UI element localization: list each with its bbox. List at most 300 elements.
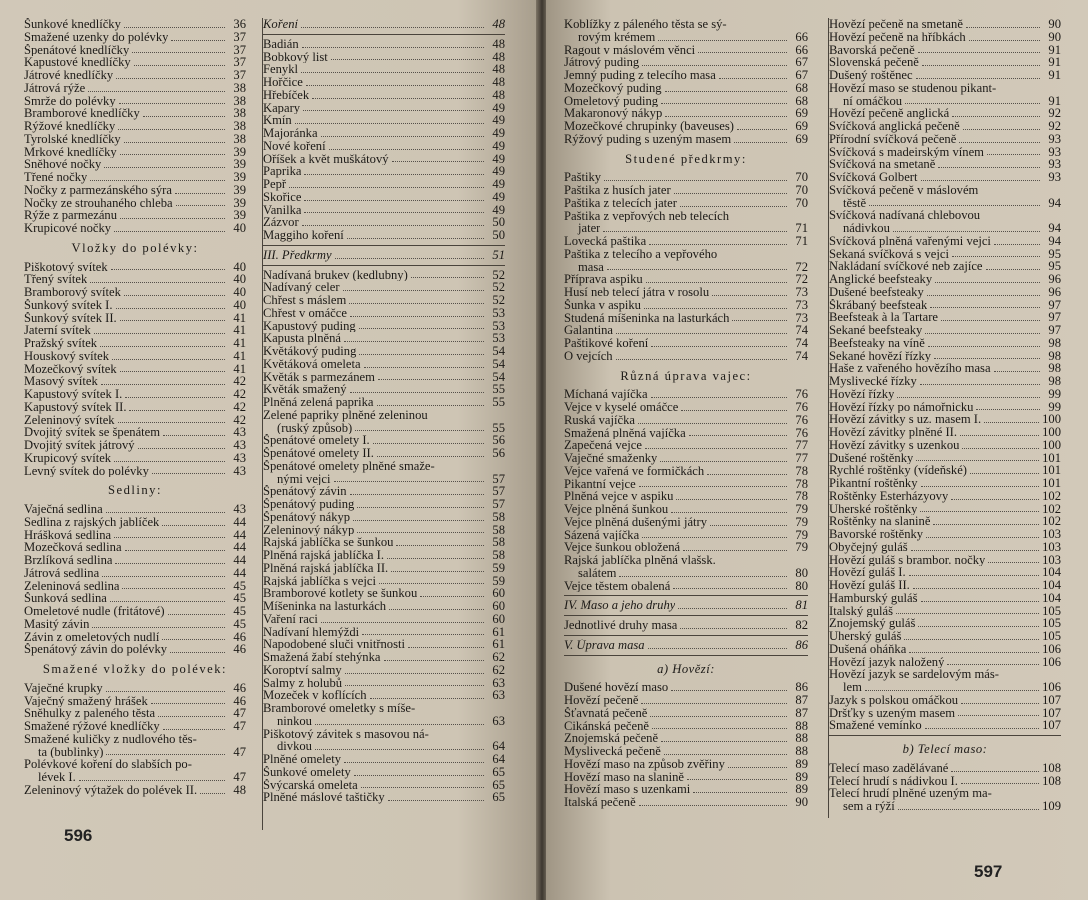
entry-title: Špenátový závin: [263, 485, 347, 498]
page-ref: 99: [1048, 386, 1061, 401]
dot-leader: [869, 205, 1040, 206]
dot-leader: [909, 575, 1040, 576]
entry-title: Italský guláš: [829, 604, 894, 618]
page-ref: 60: [492, 599, 505, 613]
dot-leader: [689, 435, 787, 436]
index-entry: [24, 414, 246, 427]
dot-leader: [106, 754, 225, 755]
index-entry: [24, 133, 246, 146]
dot-leader: [988, 562, 1039, 563]
page-ref: 47: [233, 719, 246, 733]
index-entry: [829, 528, 1061, 541]
index-entry: [564, 619, 808, 632]
entry-title: Dušené beefsteaky: [829, 285, 924, 299]
index-entry: [564, 427, 808, 440]
index-entry: [829, 375, 1061, 388]
dot-leader: [301, 72, 484, 73]
index-entry: [829, 69, 1061, 82]
entry-title: Špenátový závin do polévky: [24, 643, 168, 656]
index-entry: [24, 222, 246, 235]
entry-title: Plněná zelená paprika: [263, 396, 374, 409]
dot-leader: [680, 206, 787, 207]
entry-title: Krupicové nočky: [24, 222, 112, 235]
index-entry: [564, 490, 808, 503]
page-ref: 98: [1048, 361, 1061, 376]
page-ref: 88: [795, 718, 808, 733]
section-heading: Sedliny:: [108, 483, 162, 498]
page-ref: 105: [1042, 603, 1061, 618]
index-entry: [564, 503, 808, 516]
entry-title: Špenátové omelety II.: [263, 447, 374, 460]
dot-leader: [638, 423, 787, 424]
index-entry: [829, 184, 1061, 210]
entry-title: Paštika z telecích jater: [564, 196, 677, 210]
entry-title: Mozečkový puding: [564, 81, 662, 95]
index-entry: [263, 89, 505, 102]
page-ref: 41: [233, 348, 246, 363]
entry-title: Hamburský guláš: [829, 591, 918, 605]
page-ref: 37: [233, 55, 246, 70]
entry-title: Přírodní svíčková pečeně: [829, 132, 957, 146]
index-entry: [24, 120, 246, 133]
dot-leader: [710, 525, 787, 526]
index-entry: [24, 56, 246, 69]
page-ref: 55: [492, 382, 505, 397]
entry-title: Zázvor: [263, 216, 299, 229]
page-ref: 55: [492, 395, 505, 409]
page-ref: 93: [1048, 144, 1061, 159]
entry-title: Květák s parmezánem: [263, 370, 375, 384]
entry-title: Vaření raci: [263, 612, 318, 626]
entry-title: Závin z omeletových nudlí: [24, 630, 160, 644]
index-entry: [829, 775, 1061, 788]
index-entry: [829, 120, 1061, 133]
page-ref: 51: [492, 247, 505, 262]
index-entry: [263, 165, 505, 178]
page-ref: 49: [492, 177, 505, 191]
dot-leader: [661, 741, 787, 742]
index-entry: [263, 536, 505, 549]
chapter-entry: [564, 599, 808, 612]
dot-leader: [921, 180, 1041, 181]
index-entry: [564, 796, 808, 809]
dot-leader: [951, 499, 1039, 500]
entry-title: Hovězí maso na slanině: [564, 770, 684, 784]
page-ref: 46: [233, 680, 246, 695]
entry-title: Špenátový puding: [263, 498, 355, 511]
section-divider: [564, 635, 808, 636]
page-ref: 44: [233, 527, 246, 542]
entry-title: Lovecká paštika: [564, 235, 647, 248]
index-entry: [564, 324, 808, 337]
index-entry: [829, 515, 1061, 528]
index-entry: [24, 171, 246, 184]
page-ref: 88: [795, 744, 808, 758]
page-ref: 100: [1042, 425, 1061, 439]
entry-title: Rýže z parmezánu: [24, 209, 118, 222]
index-entry: [24, 567, 246, 580]
page-ref: 65: [492, 764, 505, 779]
dot-leader: [909, 652, 1039, 653]
page-ref: 37: [233, 68, 246, 82]
entry-title-continued: masa: [578, 260, 604, 274]
index-entry: [24, 439, 246, 452]
entry-title: Rýžový puding s uzeným masem: [564, 132, 732, 146]
page-ref: 58: [492, 509, 505, 524]
dot-leader: [969, 40, 1040, 41]
page-ref: 73: [795, 297, 808, 312]
dot-leader: [728, 767, 787, 768]
entry-title: Jazyk s polskou omáčkou: [829, 693, 959, 707]
entry-title: Hovězí pečeně na hříbkách: [829, 30, 966, 44]
index-entry: [24, 605, 246, 618]
page-ref: 45: [233, 578, 246, 593]
page-ref: 79: [795, 540, 808, 555]
entry-title: Smažená plněná vajíčka: [564, 426, 686, 440]
page-ref: 46: [233, 642, 246, 657]
dot-leader: [961, 703, 1039, 704]
entry-title: Mrkové knedlíčky: [24, 145, 117, 159]
dot-leader: [665, 116, 787, 117]
dot-leader: [104, 167, 225, 168]
entry-title: Špenátové omelety I.: [263, 434, 370, 447]
entry-title: Haše z vařeného hovězího masa: [829, 362, 991, 375]
entry-title: Hrášková sedlina: [24, 528, 112, 542]
entry-title-continued: těstě: [843, 196, 867, 210]
dot-leader: [162, 639, 225, 640]
index-entry: [263, 114, 505, 127]
index-entry: [829, 146, 1061, 159]
dot-leader: [151, 703, 225, 704]
dot-leader: [92, 627, 225, 628]
dot-leader: [930, 307, 1040, 308]
page-number-left: 596: [64, 826, 93, 845]
index-entry: [829, 477, 1061, 490]
entry-title: Masitý závin: [24, 617, 90, 631]
page-ref: 49: [492, 164, 505, 179]
dot-leader: [200, 793, 225, 794]
page-ref: 108: [1042, 760, 1061, 775]
entry-title: Hovězí závitky s uz. masem I.: [829, 413, 982, 426]
dot-leader: [411, 277, 484, 278]
entry-title: Myslivecká pečeně: [564, 745, 661, 758]
dot-leader: [389, 609, 484, 610]
page-ref: 95: [1048, 259, 1061, 274]
dot-leader: [922, 65, 1040, 66]
index-entry: [263, 38, 505, 51]
dot-leader: [175, 193, 225, 194]
page-ref: 74: [795, 348, 808, 363]
index-column-4: [828, 18, 1061, 818]
index-entry: [24, 503, 246, 516]
dot-leader: [652, 728, 787, 729]
dot-leader: [304, 212, 484, 213]
entry-title: Vanilka: [263, 203, 302, 217]
page-ref: 103: [1042, 527, 1061, 541]
dot-leader: [158, 716, 225, 717]
index-entry: [263, 791, 505, 804]
dot-leader: [114, 461, 225, 462]
page-ref: 39: [233, 170, 246, 184]
page-ref: 80: [795, 578, 808, 593]
page-ref: 56: [492, 433, 505, 448]
page-ref: 49: [492, 202, 505, 217]
index-entry: [263, 76, 505, 89]
dot-leader: [952, 256, 1040, 257]
index-entry: [829, 18, 1061, 31]
entry-title: O vejcích: [564, 349, 613, 363]
dot-leader: [603, 231, 787, 232]
entry-title: Nadívaní hlemýždi: [263, 625, 360, 639]
index-entry: [24, 516, 246, 529]
dot-leader: [678, 608, 787, 609]
entry-title: Roštěnky na slanině: [829, 515, 931, 528]
index-entry: [263, 613, 505, 626]
dot-leader: [321, 136, 484, 137]
left-page: [0, 0, 538, 900]
page-ref: 42: [233, 412, 246, 427]
page-ref: 101: [1042, 463, 1061, 478]
index-entry: [263, 269, 505, 282]
entry-title: Majoránka: [263, 127, 318, 140]
dot-leader: [896, 613, 1039, 614]
dot-leader: [650, 716, 787, 717]
dot-leader: [970, 473, 1039, 474]
page-ref: 59: [492, 573, 505, 588]
index-entry: [829, 787, 1061, 813]
dot-leader: [106, 691, 225, 692]
dot-leader: [101, 384, 225, 385]
entry-title: Kapustové knedlíčky: [24, 56, 131, 69]
index-entry: [564, 210, 808, 236]
dot-leader: [658, 40, 787, 41]
entry-title: Dvojitý svítek se špenátem: [24, 426, 161, 439]
entry-title: Nadívaný celer: [263, 281, 340, 294]
entry-title: Příprava aspiku: [564, 273, 643, 286]
page-ref: 46: [233, 693, 246, 708]
page-ref: 99: [1048, 399, 1061, 414]
entry-title: Bramborový svítek: [24, 286, 121, 299]
page-ref: 79: [795, 502, 808, 516]
page-ref: 66: [795, 42, 808, 57]
index-entry: [263, 383, 505, 396]
index-entry: [564, 235, 808, 248]
index-entry: [829, 413, 1061, 426]
entry-title: Hovězí jazyk naložený: [829, 655, 945, 669]
page-ref: 106: [1042, 680, 1061, 694]
dot-leader: [116, 78, 225, 79]
entry-title: Zelené papriky plněné zeleninou: [263, 408, 428, 422]
entry-title: Skořice: [263, 190, 302, 204]
index-entry: [564, 707, 808, 720]
entry-title: Roštěnky Esterházyovy: [829, 489, 949, 503]
index-entry: [263, 753, 505, 766]
entry-title: Napodobené sluči vnitřnosti: [263, 638, 406, 651]
index-entry: [24, 209, 246, 222]
page-ref: 78: [795, 463, 808, 478]
page-ref: 92: [1048, 119, 1061, 133]
index-entry: [564, 554, 808, 580]
chapter-title: V. Úprava masa: [564, 638, 645, 652]
index-entry: [263, 281, 505, 294]
dot-leader: [353, 520, 484, 521]
entry-title: Piškotový svítek: [24, 260, 108, 274]
index-entry: [263, 216, 505, 229]
dot-leader: [120, 320, 225, 321]
dot-leader: [370, 698, 484, 699]
entry-title: Játrové knedlíčky: [24, 69, 114, 82]
dot-leader: [321, 622, 484, 623]
dot-leader: [918, 52, 1040, 53]
entry-title: Pikantní roštěnky: [829, 477, 918, 490]
dot-leader: [927, 295, 1040, 296]
page-ref: 45: [233, 604, 246, 618]
dot-leader: [420, 596, 484, 597]
dot-leader: [343, 290, 484, 291]
chapter-title: IV. Maso a jeho druhy: [564, 599, 676, 612]
dot-leader: [110, 601, 225, 602]
index-entry: [24, 580, 246, 593]
index-entry: [263, 371, 505, 384]
entry-title: Nakládaní svíčkové neb zajíce: [829, 260, 983, 273]
index-entry: [24, 158, 246, 171]
page-ref: 44: [233, 540, 246, 555]
index-column-1: [24, 18, 246, 797]
entry-title: Sněhové nočky: [24, 158, 102, 171]
dot-leader: [644, 308, 787, 309]
dot-leader: [362, 634, 484, 635]
entry-title: Rajská jablíčka s vejci: [263, 574, 376, 588]
page-ref: 71: [795, 221, 808, 236]
index-entry: [564, 120, 808, 133]
section-heading: Různá úprava vajec:: [620, 368, 752, 383]
page-ref: 38: [233, 93, 246, 108]
dot-leader: [671, 690, 787, 691]
page-ref: 81: [795, 598, 808, 613]
dot-leader: [911, 550, 1039, 551]
entry-continuation: [263, 740, 505, 753]
dot-leader: [134, 65, 225, 66]
entry-continuation: [829, 197, 1061, 210]
page-ref: 101: [1042, 476, 1061, 490]
page-ref: 69: [795, 106, 808, 121]
entry-title-continued: salátem: [578, 566, 617, 580]
entry-title: Badián: [263, 37, 299, 51]
page-ref: 41: [233, 310, 246, 325]
index-entry: [263, 651, 505, 664]
index-entry: [829, 617, 1061, 630]
dot-leader: [966, 27, 1040, 28]
entry-title: Sekané beefsteaky: [829, 324, 923, 337]
page-ref: 72: [795, 259, 808, 274]
index-entry: [829, 311, 1061, 324]
page-ref: 61: [492, 624, 505, 639]
page-ref: 43: [233, 502, 246, 516]
entry-continuation: [24, 771, 246, 784]
entry-title: Vejce šunkou obložená: [564, 541, 681, 554]
entry-title: Kapustový svítek II.: [24, 400, 127, 414]
index-entry: [24, 758, 246, 784]
index-entry: [564, 388, 808, 401]
index-entry: [24, 261, 246, 274]
dot-leader: [607, 269, 787, 270]
page-ref: 104: [1042, 578, 1061, 592]
page-ref: 69: [795, 119, 808, 133]
entry-title: Houskový svítek: [24, 349, 110, 363]
index-entry: [829, 707, 1061, 720]
index-entry: [24, 82, 246, 95]
index-column-2: [262, 18, 505, 830]
index-entry: [564, 516, 808, 529]
index-entry: [829, 630, 1061, 643]
entry-title: Myslivecké řízky: [829, 375, 917, 388]
page-ref: 97: [1048, 297, 1061, 312]
entry-title: Bavorská pečeně: [829, 43, 915, 57]
dot-leader: [387, 558, 484, 559]
index-entry: [829, 439, 1061, 452]
index-entry: [829, 503, 1061, 516]
dot-leader: [958, 715, 1039, 716]
page-ref: 107: [1042, 705, 1061, 720]
index-entry: [263, 434, 505, 447]
index-entry: [263, 204, 505, 217]
entry-title: Játrový puding: [564, 56, 640, 69]
index-entry: [564, 184, 808, 197]
page-ref: 62: [492, 662, 505, 677]
page-ref: 53: [492, 318, 505, 333]
entry-title: Svíčková nadívaná chlebovou: [829, 209, 981, 222]
dot-leader: [112, 359, 225, 360]
dot-leader: [641, 703, 787, 704]
index-entry: [263, 140, 505, 153]
entry-continuation: [829, 95, 1061, 108]
entry-title: Mozečková sedlina: [24, 541, 122, 554]
index-entry: [263, 307, 505, 320]
index-entry: [263, 485, 505, 498]
page-ref: 54: [492, 356, 505, 371]
entry-title: Hovězí guláš II.: [829, 579, 910, 592]
entry-title: Nočky ze strouhaného chleba: [24, 196, 173, 210]
page-ref: 48: [492, 49, 505, 64]
page-ref: 62: [492, 650, 505, 664]
entry-title: Hovězí pečeně na smetaně: [829, 18, 963, 31]
index-entry: [263, 178, 505, 191]
entry-title: Svíčková Golbert: [829, 171, 918, 184]
entry-title: Dušené roštěnky: [829, 451, 914, 465]
index-entry: [829, 719, 1061, 732]
dot-leader: [959, 142, 1040, 143]
entry-title: Zeleninová sedlina: [24, 579, 120, 593]
entry-title: Ruská vajíčka: [564, 413, 635, 427]
index-entry: [263, 409, 505, 435]
dot-leader: [664, 754, 787, 755]
entry-title: Paštiky: [564, 171, 602, 184]
index-entry: [263, 511, 505, 524]
page-ref: 74: [795, 323, 808, 338]
entry-continuation: [263, 422, 505, 435]
page-ref: 57: [492, 484, 505, 499]
page-ref: 39: [233, 182, 246, 197]
dot-leader: [987, 154, 1040, 155]
page-ref: 47: [233, 744, 246, 759]
dot-leader: [649, 244, 787, 245]
dot-leader: [138, 448, 225, 449]
entry-title: Rajská jablíčka plněná vlašsk.: [564, 554, 716, 567]
index-entry: [24, 197, 246, 210]
dot-leader: [933, 524, 1039, 525]
dot-leader: [357, 507, 484, 508]
dot-leader: [289, 187, 484, 188]
